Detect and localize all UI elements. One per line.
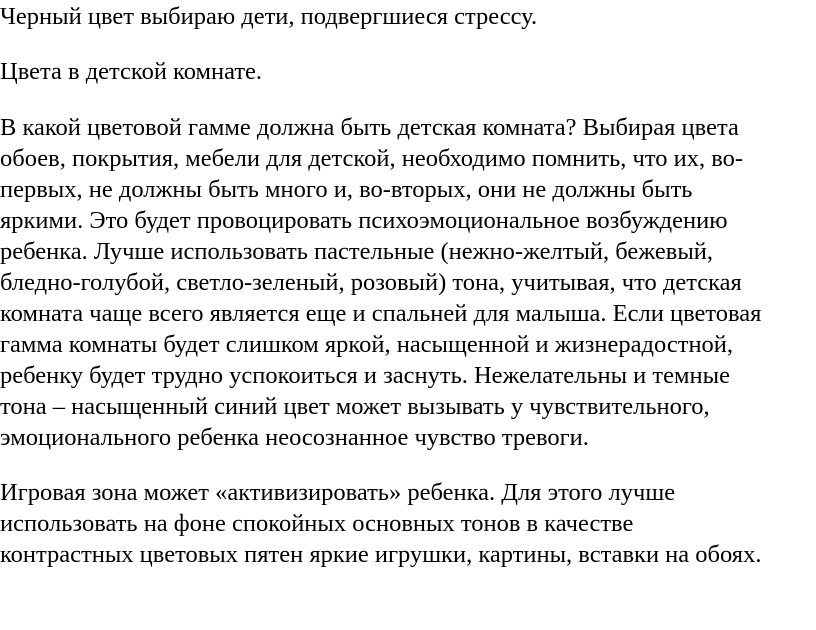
paragraph-4-line-2: использовать на фоне спокойных основных тонов в качестве [0, 510, 634, 537]
paragraph-3-line-10: тона – насыщенный синий цвет может вызывать у чувствительного, [0, 393, 710, 420]
paragraph-3-line-9: ребенку будет трудно успокоиться и заснуть. Нежелательны и темные [0, 362, 730, 389]
paragraph-1-line-1: Черный цвет выбираю дети, подвергшиеся стрессу. [0, 3, 538, 30]
paragraph-3-line-6: бледно-голубой, светло-зеленый, розовый) тона, учитывая, что детская [0, 269, 742, 296]
paragraph-3-line-11: эмоционального ребенка неосознанное чувство тревоги. [0, 424, 589, 451]
paragraph-3-line-7: комната чаще всего является еще и спальней для малыша. Если цветовая [0, 300, 762, 327]
paragraph-3-line-3: первых, не должны быть много и, во-вторых, они не должны быть [0, 176, 693, 203]
paragraph-3-line-2: обоев, покрытия, мебели для детской, необходимо помнить, что их, во- [0, 145, 744, 172]
paragraph-4-line-3: контрастных цветовых пятен яркие игрушки, картины, вставки на обоях. [0, 541, 762, 568]
paragraph-3-line-4: яркими. Это будет провоцировать психоэмоциональное возбуждению [0, 207, 728, 234]
paragraph-3-line-8: гамма комнаты будет слишком яркой, насыщенной и жизнерадостной, [0, 331, 734, 358]
paragraph-3-line-1: В какой цветовой гамме должна быть детская комната? Выбирая цвета [0, 114, 739, 141]
paragraph-2-line-1: Цвета в детской комнате. [0, 58, 263, 85]
paragraph-3-line-5: ребенка. Лучше использовать пастельные (нежно-желтый, бежевый, [0, 238, 714, 265]
paragraph-4-line-1: Игровая зона может «активизировать» ребенка. Для этого лучше [0, 479, 676, 506]
